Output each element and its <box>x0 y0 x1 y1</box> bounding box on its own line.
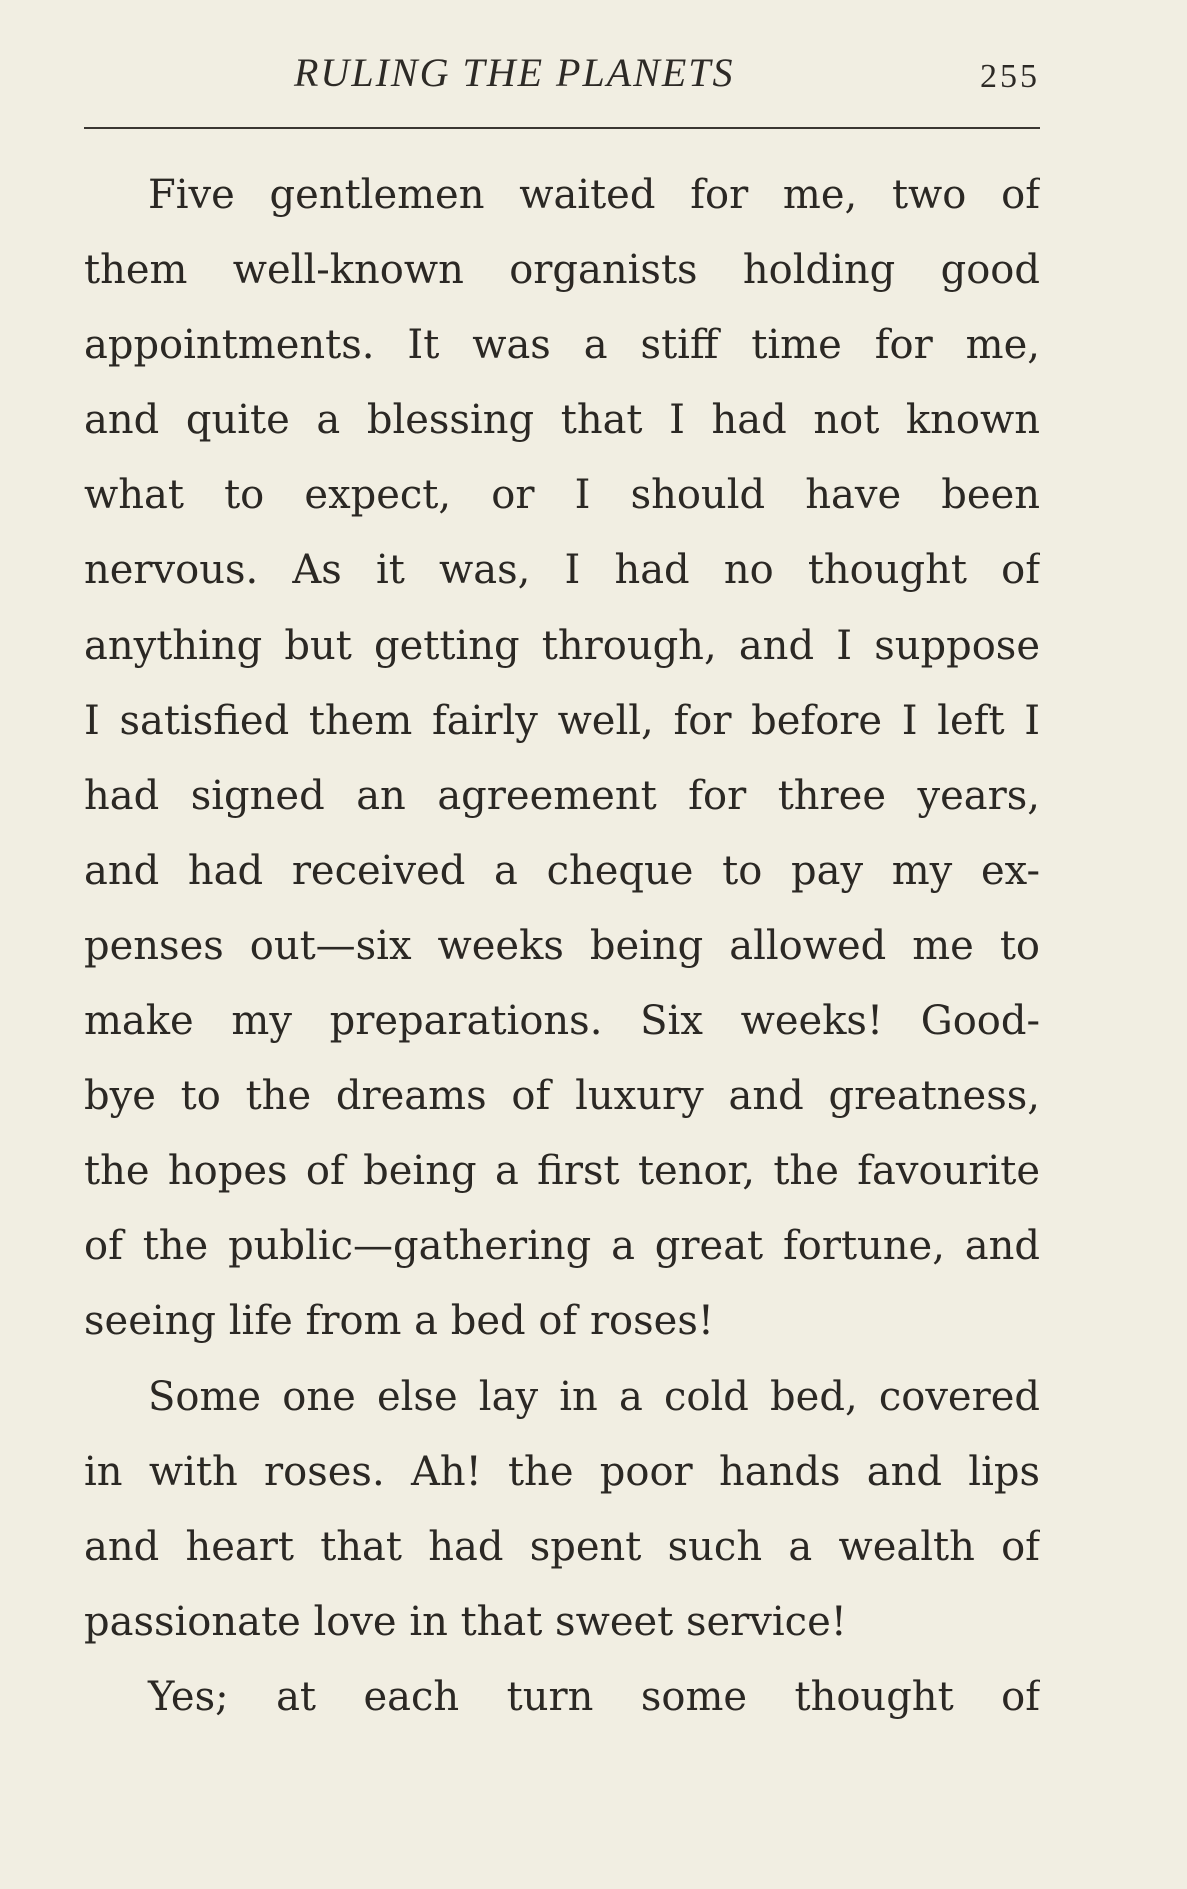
text-line: had signed an agreement for three years, <box>84 772 1040 819</box>
text-line: in with roses. Ah! the poor hands and lips <box>84 1448 1040 1495</box>
page-number: 255 <box>980 58 1040 95</box>
text-line: I satisfied them fairly well, for before I left I <box>84 697 1040 744</box>
text-line: Five gentlemen waited for me, two of <box>148 172 1040 218</box>
text-line: Some one else lay in a cold bed, covered <box>148 1373 1040 1420</box>
text-line: appointments. It was a stiff time for me, <box>84 322 1040 369</box>
text-line: them well-known organists holding good <box>84 247 1040 294</box>
running-title: RULING THE PLANETS <box>294 50 735 95</box>
text-line: Yes; at each turn some thought of <box>148 1673 1040 1720</box>
text-line: and had received a cheque to pay my ex- <box>84 847 1040 894</box>
text-line: nervous. As it was, I had no thought of <box>84 547 1040 594</box>
text-line: the hopes of being a first tenor, the favourite <box>84 1148 1040 1195</box>
text-line: what to expect, or I should have been <box>84 472 1040 519</box>
text-line: and heart that had spent such a wealth of <box>84 1523 1040 1570</box>
body-text <box>84 158 1040 1735</box>
text-line: and quite a blessing that I had not known <box>84 397 1040 444</box>
text-line: seeing life from a bed of roses! <box>84 1298 714 1345</box>
text-line: anything but getting through, and I suppose <box>84 622 1040 669</box>
text-line: of the public—gathering a great fortune, and <box>84 1223 1040 1270</box>
header-rule <box>84 127 1040 129</box>
text-line: bye to the dreams of luxury and greatness, <box>84 1073 1040 1120</box>
text-line: passionate love in that sweet service! <box>84 1598 847 1645</box>
running-head <box>84 48 1040 98</box>
text-line: make my preparations. Six weeks! Good- <box>84 998 1040 1045</box>
text-line: penses out—six weeks being allowed me to <box>84 922 1040 969</box>
